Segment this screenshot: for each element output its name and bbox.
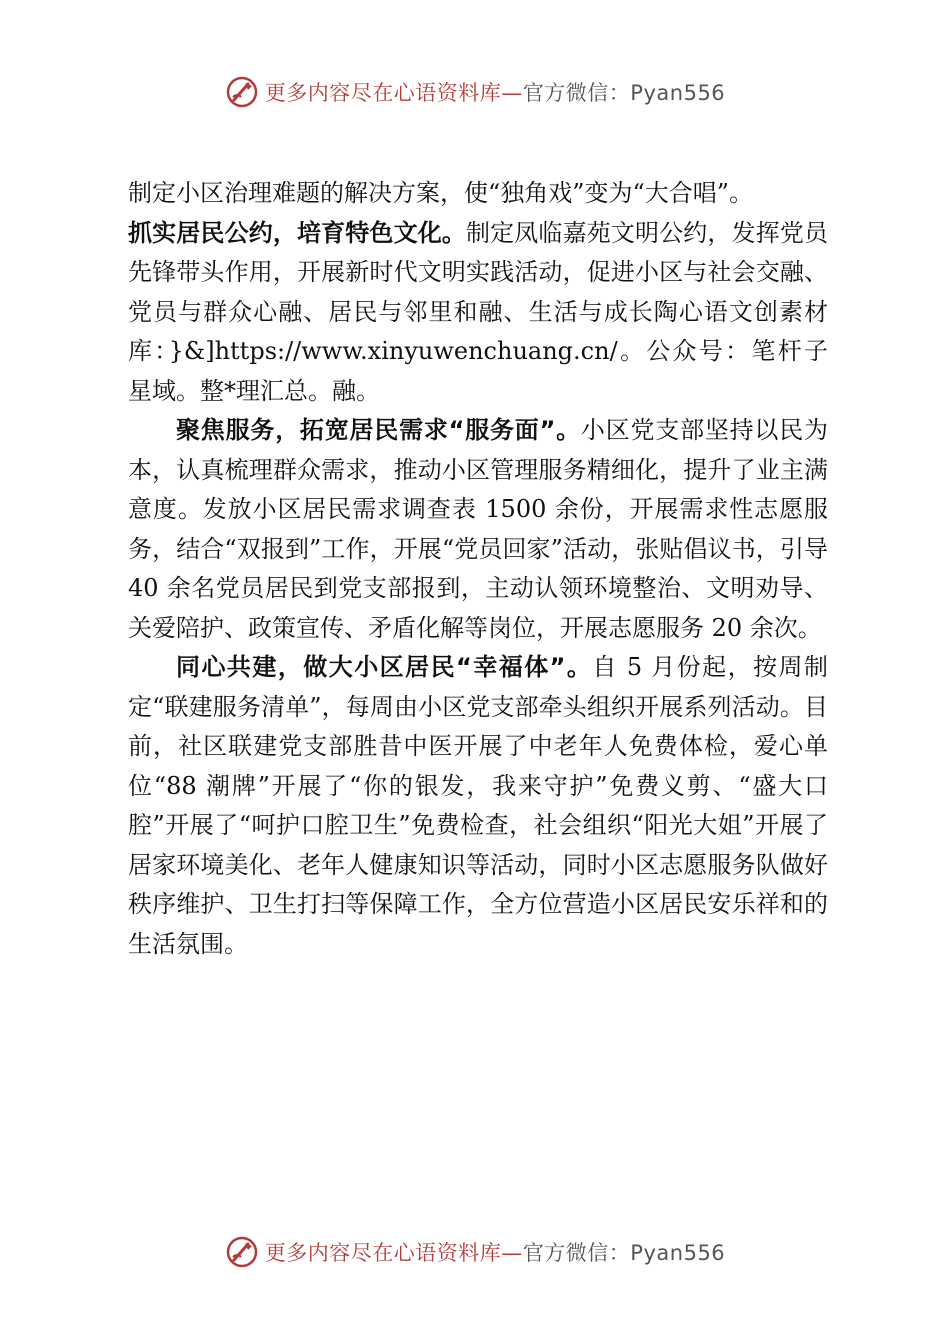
paragraph-4	[128, 648, 828, 964]
paragraph-2-body: 制定凤临嘉苑文明公约，发挥党员先锋带头作用，开展新时代文明实践活动，促进小区与社会交融、党员与群众心融、居民与邻里和融、生活与成长陶心语文创素材库：}&]https://www.xinyuwenchuang.cn/。公众号：笔杆子星域。整*理汇总。融。	[128, 218, 828, 405]
header-watermark	[0, 70, 950, 114]
paragraph-1	[128, 174, 828, 214]
watermark-text-main: 更多内容尽在心语资料库—	[264, 81, 523, 105]
paragraph-2-lead: 抓实居民公约，培育特色文化。	[128, 218, 466, 247]
footer-watermark	[0, 1230, 950, 1274]
pen-logo-icon	[225, 1235, 259, 1269]
document-body	[128, 174, 828, 964]
watermark-text	[265, 77, 725, 107]
paragraph-1-body: 制定小区治理难题的解决方案，使“独角戏”变为“大合唱”。	[128, 179, 754, 207]
paragraph-4-body: 自 5 月份起，按周制定“联建服务清单”，每周由小区党支部牵头组织开展系列活动。目前，社区联建党支部胜昔中医开展了中老年人免费体检，爱心单位“88 潮牌”开展了“你的银发，我来守护”免费义剪、“盛大口腔”开展了“呵护口腔卫生”免费检查，社会组织“阳光大姐”开展了居家环境美化、老年人健康知识等活动，同时小区志愿服务队做好秩序维护、卫生打扫等保障工作，全方位营造小区居民安乐祥和的生活氛围。	[128, 653, 828, 958]
pen-logo-icon	[225, 75, 259, 109]
watermark-text-main: 更多内容尽在心语资料库—	[264, 1241, 523, 1265]
paragraph-3-body: 小区党支部坚持以民为本，认真梳理群众需求，推动小区管理服务精细化，提升了业主满意度。发放小区居民需求调查表 1500 余份，开展需求性志愿服务，结合“双报到”工作，开展“党员回家”活动，张贴倡议书，引导 40 余名党员居民到党支部报到，主动认领环境整治、文明劝导、关爱陪护、政策宣传、矛盾化解等岗位，开展志愿服务 20 余次。	[128, 416, 829, 642]
paragraph-3	[128, 411, 828, 648]
watermark-text-wechat: 官方微信：Pyan556	[522, 81, 726, 105]
watermark-text-wechat: 官方微信：Pyan556	[522, 1241, 726, 1265]
watermark-text	[265, 1237, 725, 1267]
paragraph-3-lead: 聚焦服务，拓宽居民需求“服务面”。	[176, 416, 581, 444]
paragraph-4-lead: 同心共建，做大小区居民“幸福体”。	[176, 653, 593, 681]
paragraph-2	[128, 214, 828, 412]
